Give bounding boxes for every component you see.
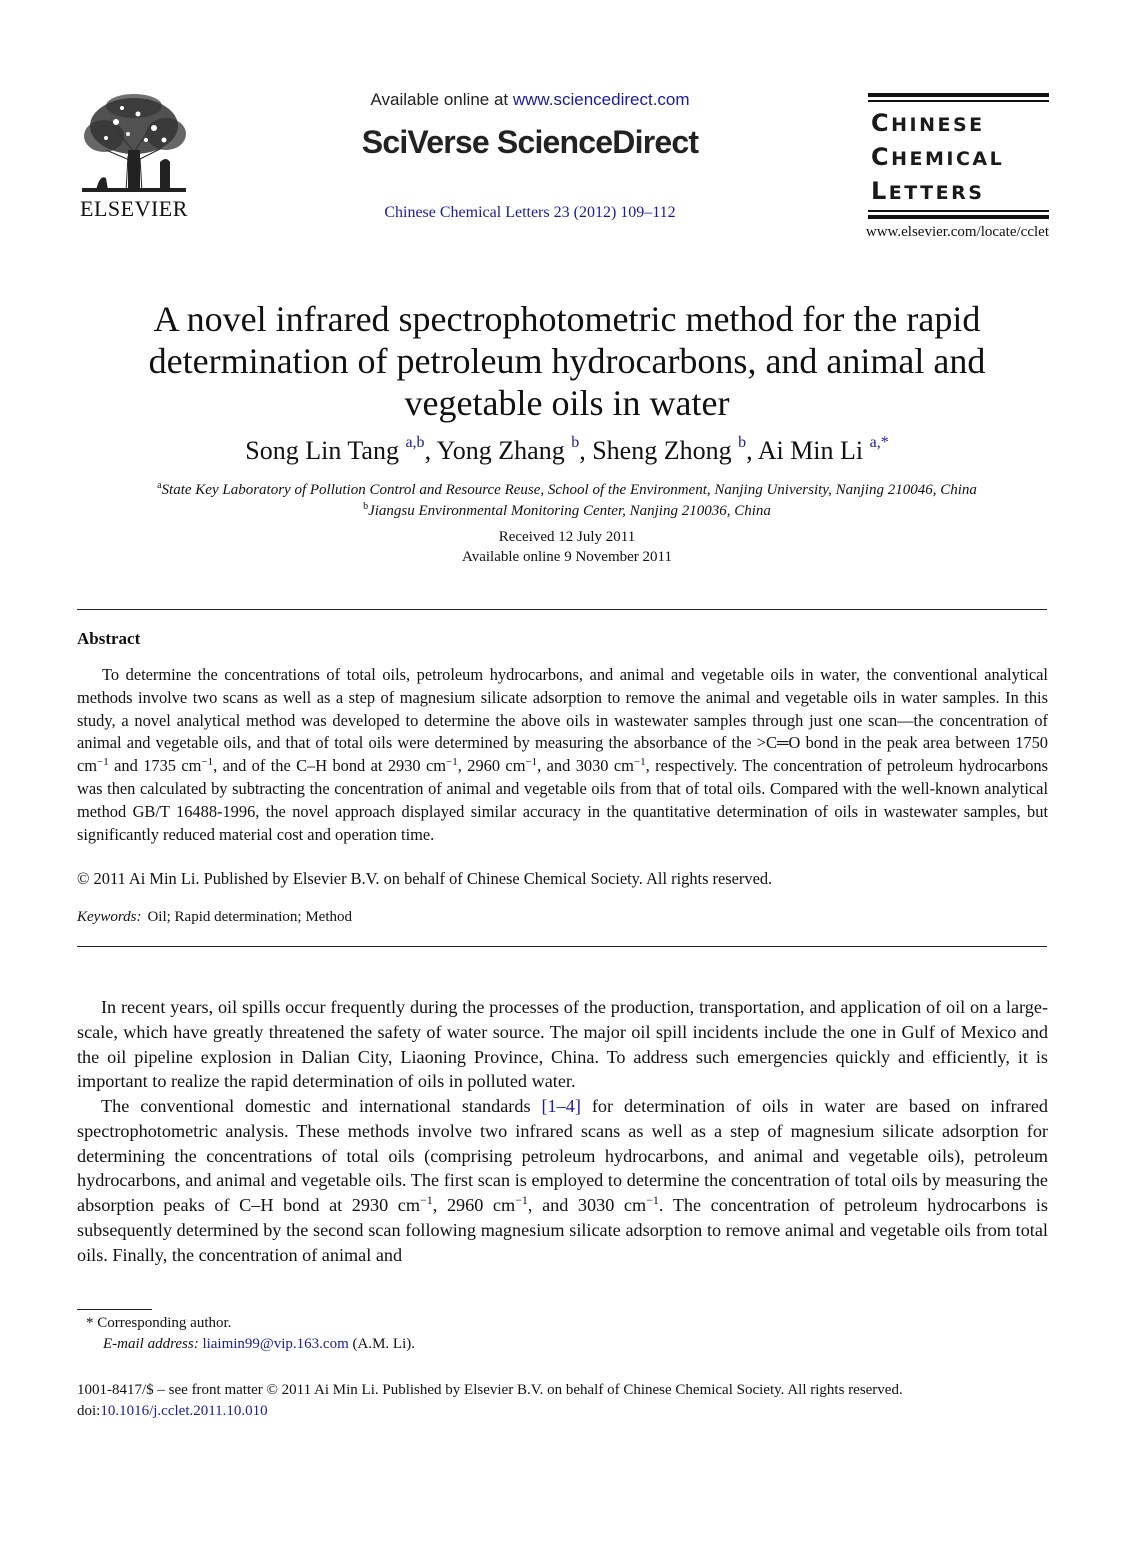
email-label: E-mail address: bbox=[103, 1336, 199, 1352]
footnote-rule bbox=[77, 1309, 152, 1310]
affiliation-text: State Key Laboratory of Pollution Control and Resource Reuse, School of the Environment, Nanjing University, Nanjing 210046, China bbox=[161, 482, 977, 498]
author-list: Song Lin Tang $^{a,b}$, Yong Zhang $^b$, Sheng Zhong $^b$, Ai Min Li $^{a,*}$ bbox=[245, 434, 889, 465]
affiliation-text: Jiangsu Environmental Monitoring Center, Nanjing 210036, China bbox=[368, 503, 771, 519]
logo-rule-bottom-thin bbox=[868, 210, 1049, 212]
reference-link[interactable]: [1–4] bbox=[541, 1096, 581, 1116]
corresponding-author-note: * Corresponding author. bbox=[86, 1315, 232, 1331]
logo-word-chinese: CHINESE bbox=[871, 109, 985, 137]
email-link[interactable]: liaimin99@vip.163.com bbox=[202, 1336, 349, 1352]
logo-rule-top-thin bbox=[868, 100, 1049, 102]
abstract-top-rule bbox=[77, 609, 1047, 610]
affiliation-mark: a bbox=[157, 480, 162, 491]
author-name: Sheng Zhong bbox=[592, 436, 732, 465]
author-affiliation-mark[interactable]: b bbox=[738, 434, 747, 451]
sciverse-sciencedirect-logo: SciVerse ScienceDirect bbox=[361, 124, 699, 160]
title-line: A novel infrared spectrophotometric method for the rapid bbox=[153, 299, 981, 339]
title-line: vegetable oils in water bbox=[404, 383, 730, 423]
title-line: determination of petroleum hydrocarbons, and animal and bbox=[148, 341, 986, 381]
issn-copyright-line: 1001-8417/$ – see front matter © 2011 Ai Min Li. Published by Elsevier B.V. on behalf of Chinese Chemical Society. All rights reserved. bbox=[77, 1382, 903, 1398]
available-online-line bbox=[300, 90, 760, 110]
logo-word-chemical: CHEMICAL bbox=[871, 143, 1005, 171]
sciencedirect-link[interactable]: www.sciencedirect.com bbox=[512, 90, 690, 109]
available-online-label: Available online at bbox=[370, 90, 509, 109]
body-paragraph: In recent years, oil spills occur frequently during the processes of the production, transportation, and application of oil on a large-scale, which have greatly threatened the safety of water source. The major oil spill incidents include the one in Gulf of Mexico and the oil pipeline explosion in Dalian City, Liaoning Province, China. To address such emergencies quickly and efficiently, it is important to realize the rapid determination of oils in polluted water. bbox=[77, 997, 1048, 1092]
keywords-list: Oil; Rapid determination; Method bbox=[147, 909, 353, 925]
abstract-heading: Abstract bbox=[77, 629, 141, 648]
keywords bbox=[77, 909, 352, 926]
article-title bbox=[100, 298, 1034, 424]
keywords-label: Keywords: bbox=[77, 909, 142, 925]
affiliation-b bbox=[60, 503, 1074, 520]
journal-citation-link[interactable]: Chinese Chemical Letters 23 (2012) 109–112 bbox=[384, 204, 676, 221]
abstract-copyright: © 2011 Ai Min Li. Published by Elsevier B.V. on behalf of Chinese Chemical Society. All rights reserved. bbox=[77, 869, 773, 888]
elsevier-logo bbox=[76, 92, 192, 224]
available-online-date: Available online 9 November 2011 bbox=[462, 549, 672, 565]
author-name: Ai Min Li bbox=[757, 436, 864, 465]
email-footnote: E-mail address: liaimin99@vip.163.com (A.M. Li). bbox=[103, 1336, 415, 1352]
logo-word-letters: LETTERS bbox=[871, 177, 985, 205]
author-name: Song Lin Tang bbox=[245, 436, 399, 465]
logo-rule-top-thick bbox=[868, 93, 1049, 97]
elsevier-tree-icon bbox=[76, 92, 192, 194]
journal-homepage-url[interactable]: www.elsevier.com/locate/cclet bbox=[865, 224, 1049, 240]
affiliation-a bbox=[60, 482, 1074, 499]
logo-rule-bottom-thick bbox=[868, 215, 1049, 219]
abstract-text: To determine the concentrations of total oils, petroleum hydrocarbons, and animal and vegetable oils in water, the conventional analytical methods involve two scans as well as a step of magnesium silicate adsorption to remove the animal and vegetable oils in water samples. In this study, a novel analytical method was developed to determine the above oils in wastewater samples through just one scan—the concentration of animal and vegetable oils, and that of total oils were determined by measuring the absorbance of the >C═O bond in the peak area between 1750 $cm^{-1}$ and 1735 $cm^{-1}$, and of the C–H bond at 2930 $cm^{-1}$, 2960 $cm^{-1}$, and 3030 $cm^{-1}$, respectively. The concentration of petroleum hydrocarbons was then calculated by subtracting the concentration of animal and vegetable oils from that of total oils. Compared with the well-known analytical method GB/T 16488-1996, the novel approach displayed similar accuracy in the quantitative determination of oils in wastewater samples, but significantly reduced material cost and operation time. bbox=[77, 665, 1048, 844]
doi-label: doi: bbox=[77, 1403, 101, 1419]
doi-line bbox=[77, 1403, 268, 1420]
body-paragraph: The conventional domestic and international standards [1–4] for determination of oils in water are based on infrared spectrophotometric analysis. These methods involve two infrared scans as well as a step of magnesium silicate adsorption for determining the concentrations of total oils (comprising petroleum hydrocarbons, and animal and vegetable oils), petroleum hydrocarbons, and animal and vegetable oils. The first scan is employed to determine the concentration of total oils by measuring the absorption peaks of C–H bond at 2930 $cm^{-1}$, 2960 $cm^{-1}$, and 3030 $cm^{-1}$. The concentration of petroleum hydrocarbons is subsequently determined by the second scan following magnesium silicate adsorption to remove animal and vegetable oils from total oils. Finally, the concentration of animal and bbox=[77, 1096, 1049, 1265]
author-name: Yong Zhang bbox=[436, 436, 565, 465]
author-affiliation-mark[interactable]: a,b bbox=[405, 434, 425, 451]
received-date: Received 12 July 2011 bbox=[498, 529, 636, 545]
doi-link[interactable]: 10.1016/j.cclet.2011.10.010 bbox=[100, 1403, 268, 1419]
publisher-name: ELSEVIER bbox=[80, 196, 188, 221]
author-affiliation-mark[interactable]: a,* bbox=[869, 434, 889, 451]
author-affiliation-mark[interactable]: b bbox=[571, 434, 580, 451]
abstract-bottom-rule bbox=[77, 946, 1047, 947]
chinese-chemical-letters-logo bbox=[868, 93, 1049, 221]
affiliation-mark: b bbox=[363, 501, 369, 512]
